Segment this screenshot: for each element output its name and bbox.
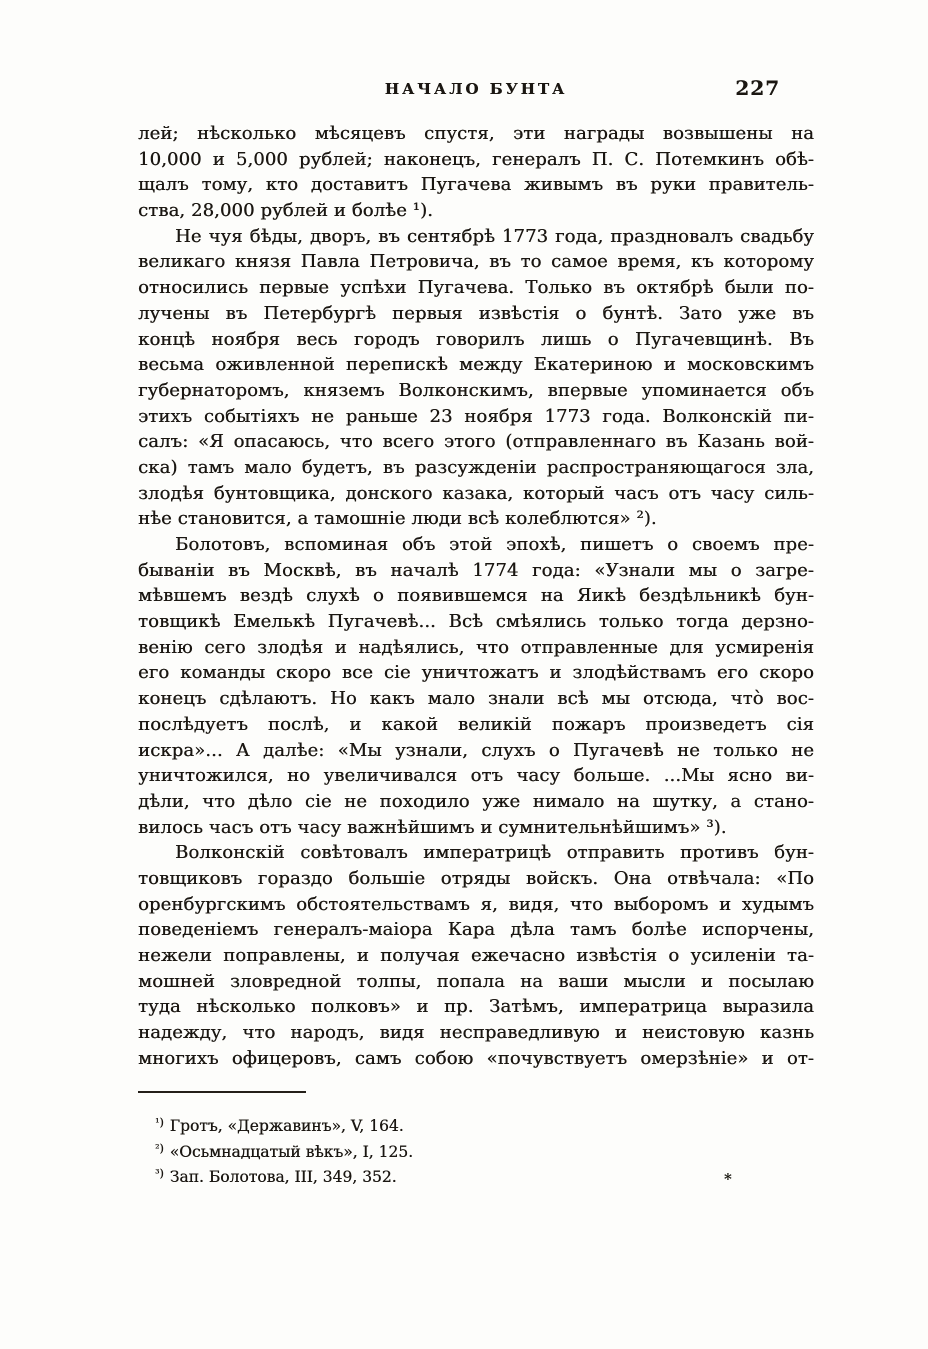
footnote-separator-rule xyxy=(138,1091,306,1093)
text-line: щалъ тому, кто доставитъ Пугачева живымъ въ руки правитель- xyxy=(138,174,814,196)
text-line: Не чуя бѣды, дворъ, въ сентябрѣ 1773 года, праздновалъ свадьбу xyxy=(175,225,814,247)
footnote-marker: ¹) xyxy=(155,1116,164,1129)
footnote-item xyxy=(138,1112,814,1138)
text-line: послѣдуетъ послѣ, и какой великій пожаръ произведетъ сія xyxy=(138,713,814,735)
text-line: товщиковъ гораздо большіе отряды войскъ. Она отвѣчала: «По xyxy=(138,867,814,889)
text-line: конецъ сдѣлаютъ. Но какъ мало знали всѣ мы отсюда, чтò вос- xyxy=(138,688,814,710)
text-line: многихъ офицеровъ, самъ собою «почувствуетъ омерзѣніе» и от- xyxy=(138,1047,814,1069)
text-line: злодѣя бунтовщика, донского казака, который часъ отъ часу силь- xyxy=(138,482,814,504)
footnote-item xyxy=(138,1163,814,1189)
text-line: оренбургскимъ обстоятельствамъ я, видя, что выборомъ и худымъ xyxy=(138,893,814,915)
text-line: Болотовъ, вспоминая объ этой эпохѣ, пишетъ о своемъ пре- xyxy=(175,534,814,555)
footnote-text: Гротъ, «Державинъ», V, 164. xyxy=(169,1117,404,1135)
text-line: мошней зловредной толпы, попала на ваши мысли и посылаю xyxy=(138,970,814,992)
text-line: уничтожился, но увеличивался отъ часу больше. ...Мы ясно ви- xyxy=(138,765,814,787)
text-line: лучены въ Петербургѣ первыя извѣстія о бунтѣ. Зато уже въ xyxy=(138,302,814,324)
text-line: Волконскій совѣтовалъ императрицѣ отправить противъ бун- xyxy=(175,842,814,864)
text-line: этихъ событіяхъ не раньше 23 ноября 1773 года. Волконскій пи- xyxy=(138,405,814,427)
printer-mark-asterisk: * xyxy=(724,1170,732,1188)
text-line: венію сего злодѣя и надѣялись, что отправленные для усмиренія xyxy=(138,636,814,658)
text-line: салъ: «Я опасаюсь, что всего этого (отправленнаго въ Казань вой- xyxy=(138,431,814,453)
text-line: нежели поправлены, и получая ежечасно извѣстія о усиленіи та- xyxy=(138,945,814,966)
text-line: ства, 28,000 рублей и болѣе ¹). xyxy=(138,200,433,222)
text-line: надежду, что народъ, видя несправедливую и неистовую казнь xyxy=(138,1022,814,1044)
text-line: вилось часъ отъ часу важнѣйшимъ и сумнительнѣйшимъ» ³). xyxy=(138,816,727,838)
text-line: мѣвшемъ вездѣ слухѣ о появившемся на Яикѣ бездѣльникѣ бун- xyxy=(138,585,814,607)
text-line: весьма оживленной перепискѣ между Екатериною и московскимъ xyxy=(138,354,814,376)
text-line: искра»... А далѣе: «Мы узнали, слухъ о Пугачевѣ не только не xyxy=(138,739,814,761)
text-line: лей; нѣсколько мѣсяцевъ спустя, эти награды возвышены на xyxy=(138,123,814,144)
page-number: 227 xyxy=(735,76,780,100)
text-line: ска) тамъ мало будетъ, въ разсужденіи распространяющагося зла, xyxy=(138,456,814,478)
footnote-text: «Осьмнадцатый вѣкъ», I, 125. xyxy=(169,1142,414,1161)
footnote-marker: ²) xyxy=(155,1141,164,1155)
text-line: бываніи въ Москвѣ, въ началѣ 1774 года: «Узнали мы о загре- xyxy=(138,559,814,581)
text-line: дѣли, что дѣло сіе не походило уже нимало на шутку, а стано- xyxy=(138,790,814,812)
text-line: великаго князя Павла Петровича, въ то самое время, къ которому xyxy=(138,251,814,273)
text-line: 10,000 и 5,000 рублей; наконецъ, генералъ П. С. Потемкинъ обѣ- xyxy=(138,148,814,170)
running-head-title: НАЧАЛО БУНТА xyxy=(384,80,568,98)
footnote-item xyxy=(138,1138,814,1164)
text-line: концѣ ноября весь городъ говорилъ лишь о Пугачевщинѣ. Въ xyxy=(138,328,814,350)
footnote-marker: ³) xyxy=(155,1167,164,1181)
text-line: нѣе становится, а тамошніе люди всѣ колеблются» ²). xyxy=(138,508,657,530)
text-line: губернаторомъ, княземъ Волконскимъ, впервые упоминается объ xyxy=(138,379,814,401)
text-line: относились первые успѣхи Пугачева. Только въ октябрѣ были по- xyxy=(138,277,814,299)
text-line: товщикѣ Емелькѣ Пугачевѣ... Всѣ смѣялись только тогда дерзно- xyxy=(138,611,814,633)
body-text xyxy=(138,121,814,1071)
text-line: его команды скоро все сіе уничтожатъ и злодѣйствамъ его скоро xyxy=(138,662,814,684)
footnote-text: Зап. Болотова, III, 349, 352. xyxy=(169,1168,397,1187)
text-line: поведеніемъ генералъ-маіора Кара дѣла тамъ болѣе испорчены, xyxy=(138,919,814,941)
text-line: туда нѣсколько полковъ» и пр. Затѣмъ, императрица выразила xyxy=(138,996,814,1018)
footnotes xyxy=(138,1112,814,1189)
